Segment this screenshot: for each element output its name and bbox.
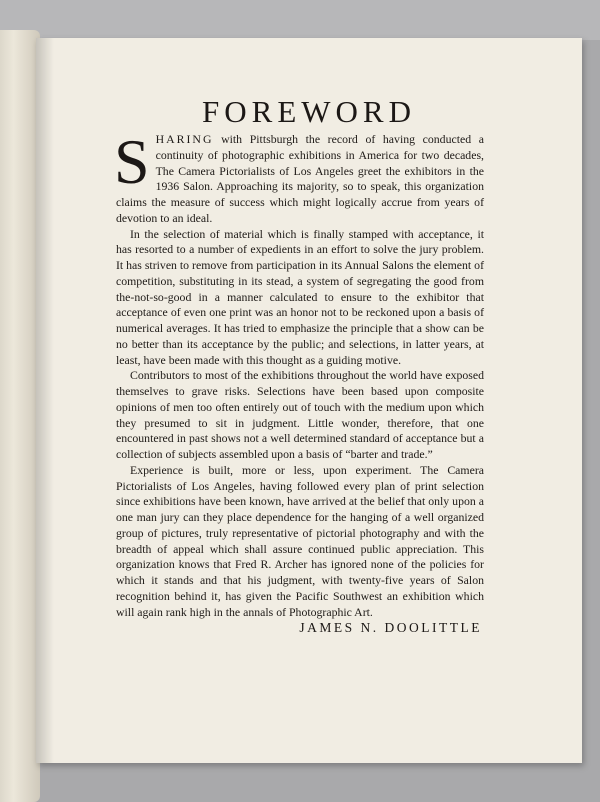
drop-cap: S [114,126,150,197]
book-page [36,38,582,763]
page-title: FOREWORD [202,94,416,129]
paragraph-1-text: with Pittsburgh the record of having conducted a continuity of photographic exhibitions in America for two decades, The Camera Pictorialists of Los Angeles greet the exhibitors in the 1936 Salon. Approaching its majority, so to speak, this organization claims the measure of success which might logically accrue from years of devotion to an ideal. [116,132,484,225]
paragraph-1 [114,126,484,227]
paragraph-2: In the selection of material which is finally stamped with acceptance, it has resorted to a number of expedients in an effort to solve the jury problem. It has striven to remove from participation in its Annual Salons the element of competition, substituting in its stead, a system of segregating the good from the-not-so-good in a manner calculated to ensure to the exhibitor that acceptance of even one print was an honor not to be reckoned upon a basis of numerical averages. It has tried to emphasize the principle that a show can be no better than its acceptance by the public; and selections, in latter years, at least, have been made with this thought as a guiding motive. [116,226,484,367]
background [0,0,600,40]
paragraph-3: Contributors to most of the exhibitions throughout the world have exposed themselves to grave risks. Selections have been based upon composite opinions of men too often entirely out of touch with the medium upon which they presumed to sit in judgment. Little wonder, therefore, that one encountered in past shows not a well determined standard of acceptance but a collection of subjects assembled upon a basis of “barter and trade.” [116,368,484,461]
foreword-body [114,126,484,636]
lead-word: HARING [155,132,214,146]
page-gutter-shadow [36,38,54,763]
signature: JAMES N. DOOLITTLE [299,620,482,636]
left-page-edge [0,30,40,802]
paragraph-4: Experience is built, more or less, upon experiment. The Camera Pictorialists of Los Angeles, having followed every plan of print selection since exhibitions have been known, have arrived at the belief that only upon a one man jury can they place dependence for the hanging of a well organized group of pictures, truly representative of pictorial photography and with the breadth of appeal which shall assure continued public appreciation. This organization knows that Fred R. Archer has ignored none of the policies for which it stands and that his judgment, with twenty-five years of Salon recognition behind it, has given the Pacific Southwest an exhibition which will again rank high in the annals of Photographic Art. [116,462,484,619]
